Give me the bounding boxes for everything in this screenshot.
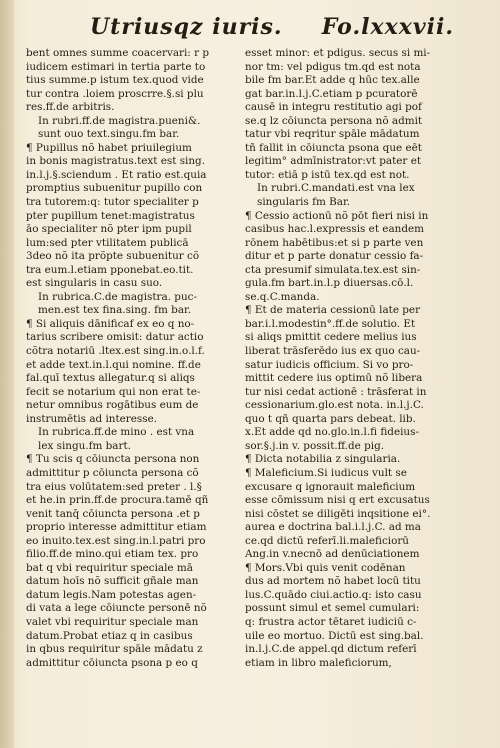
text-line: tarius scribere omisit: datur actio [26, 331, 204, 344]
text-line: fal.quī textus allegatur.q si aliqs [26, 372, 195, 385]
text-line: in bonis magistratus.text est sing. [26, 155, 205, 168]
text-line: venit tanq̄ cōiuncta persona .et p [26, 507, 200, 520]
text-line: casibus hac.l.expressis et eandem [245, 223, 425, 236]
text-line: tñ fallit in cōiuncta psona que eēt [245, 141, 422, 154]
text-line: si aliqs pmittit cedere melius ius [245, 331, 417, 344]
text-line: pter pupillum tenet:magistratus [26, 209, 195, 222]
paragraph-start-line: ¶ Tu scis q cōiuncta persona non [26, 453, 200, 466]
text-line: dus ad mortem nõ habet locū titu [245, 575, 421, 588]
text-line: valet vbi requiritur speciale man [26, 615, 199, 628]
text-line: nor tm: vel pdigus tm.qd est nota [245, 60, 421, 73]
text-line: etiam in libro maleficiorum, [245, 656, 392, 669]
text-line: admittitur p cōiuncta persona cõ [26, 466, 199, 479]
text-line: aurea e doctrina bal.i.l.j.C. ad ma [245, 521, 421, 534]
text-column-right [245, 47, 447, 697]
rubric-line: In rubrica.ff.de mino . est vna [38, 426, 195, 439]
paragraph-start-line: ¶ Pupillus nõ habet priuilegium [26, 141, 192, 154]
text-line: fecit se notarium qui non erat te- [26, 385, 201, 398]
text-line: res.ff.de arbitris. [26, 101, 115, 114]
text-line: proprio interesse admittitur etiam [26, 521, 207, 534]
text-line: admittitur cōiuncta psona p eo q [26, 656, 198, 669]
text-line: tutor: etiā p istū tex.qd est not. [245, 168, 410, 181]
rubric-line: men.est tex fina.sing. fm bar. [38, 304, 192, 317]
text-line: netur omnibus rogātibus eum de [26, 399, 199, 412]
text-line: in.l.j.C.de appel.qd dictum referī [245, 643, 417, 656]
rubric-line: In rubrica.C.de magistra. puc- [38, 290, 197, 303]
text-line: cta presumif simulata.tex.est sin- [245, 263, 421, 276]
text-line: in.l.j.§.sciendum . Et ratio est.quia [26, 168, 207, 181]
rubric-line: sunt ouo text.singu.fm bar. [38, 128, 180, 141]
text-line: tra eum.l.etiam pponebat.eo.tit. [26, 263, 194, 276]
text-line: ditur et p parte donatur cessio fa- [245, 250, 424, 263]
text-line: cõtra notariū .ltex.est sing.in.o.l.f. [26, 345, 205, 358]
text-line: di vata a lege cōiuncte personē nõ [26, 602, 207, 615]
text-line: bent omnes summe coacervari: r p [26, 47, 210, 59]
text-line: ce.qd dictū referī.li.maleficiorū [245, 534, 410, 547]
text-line: cessionarium.glo.est nota. in.l.j.C. [245, 399, 424, 412]
running-head [40, 10, 460, 44]
text-line: tur nisi cedat actionē : trāsferat in [245, 385, 427, 398]
text-line: tra tutorem:q: tutor specialiter p [26, 196, 199, 209]
text-line: x.Et adde qd no.glo.in.l.fi fideius- [245, 426, 419, 439]
rubric-line: In rubri.C.mandati.est vna lex [257, 182, 415, 195]
text-line: in qbus requiritur spāle mādatu z [26, 643, 203, 656]
text-line: lum:sed pter vtilitatem publicā [26, 236, 189, 249]
text-line: causē in integru restitutio agi pof [245, 101, 422, 114]
paragraph-start-line: ¶ Mors.Vbi quis venit codēnan [245, 561, 406, 574]
text-line: gula.fm bart.in.l.p diuersas.cō.l. [245, 277, 414, 290]
text-line: et adde text.in.l.qui nomine. ff.de [26, 358, 201, 371]
paragraph-start-line: ¶ Si aliquis dānificaf ex eo q no- [26, 317, 195, 330]
text-line: liberat trāsferēdo ius ex quo cau- [245, 345, 421, 358]
text-line: 3deo nõ ita prõpte subuenitur cõ [26, 250, 200, 263]
text-line: filio.ff.de mino.qui etiam tex. pro [26, 548, 199, 561]
paragraph-start-line: ¶ Maleficium.Si iudicus vult se [245, 466, 407, 479]
running-title: Utriusqz iuris. [90, 14, 283, 40]
text-line: datum.Probat etiaz q in casibus [26, 629, 193, 642]
text-line: esset minor: et pdigus. secus si mi- [245, 47, 431, 59]
text-line: excusare q ignorauit maleficium [245, 480, 416, 493]
text-line: tra eius volūtatem:sed preter . l.§ [26, 480, 202, 493]
text-line: satur iudicis officium. Si vo pro- [245, 358, 414, 371]
text-line: datum legis.Nam potestas agen- [26, 588, 197, 601]
text-line: lus.C.quādo ciui.actio.q: isto casu [245, 588, 422, 601]
text-line: quo t qñ quarta pars debeat. lib. [245, 412, 416, 425]
text-line: uile eo mortuo. Dictū est sing.bal. [245, 629, 424, 642]
text-line: legitim° admīnistrator:vt pater et [245, 155, 422, 168]
text-line: q: frustra actor tētaret iudiciū c- [245, 615, 417, 628]
text-line: iudicem estimari in tertia parte to [26, 60, 206, 73]
text-line: datum hoīs nõ sufficit gñale man [26, 575, 199, 588]
text-line: gat bar.in.l.j.C.etiam p pcuratorē [245, 87, 418, 100]
text-line: bar.i.l.modestin°.ff.de solutio. Et [245, 317, 416, 330]
text-line: instrumētis ad interesse. [26, 412, 158, 425]
text-line: esse cōmissum nisi q ert excusatus [245, 494, 430, 507]
text-column-left [26, 47, 228, 697]
paragraph-start-line: ¶ Cessio actionū nõ pōt fieri nisi in [245, 209, 429, 222]
page-gutter [0, 0, 14, 748]
paragraph-start-line: ¶ Dicta notabilia z singularia. [245, 453, 401, 466]
text-line: tur contra .loiem proscrre.§.si plu [26, 87, 204, 100]
rubric-line: lex singu.fm bart. [38, 439, 131, 452]
text-line: tius summe.p istum tex.quod vide [26, 74, 204, 87]
text-line: promptius subuenitur pupillo con [26, 182, 203, 195]
text-line: se.q.C.manda. [245, 290, 320, 303]
text-line: eo inuito.tex.est sing.in.l.patri pro [26, 534, 206, 547]
text-line: bat q vbi requiritur speciale mā [26, 561, 193, 574]
text-line: tatur vbi reqritur spāle mādatum [245, 128, 420, 141]
text-line: bile fm bar.Et adde q hūc tex.alle [245, 74, 420, 87]
text-line: mittit cedere ius optimū nõ libera [245, 372, 423, 385]
text-line: se.q lz cōiuncta persona nõ admit [245, 114, 423, 127]
text-line: āo specialiter nõ pter ipm pupil [26, 223, 192, 236]
text-line: nisi cōstet se diligēti inqsitione ei°. [245, 507, 431, 520]
rubric-line: In rubri.ff.de magistra.pueni&. [38, 114, 201, 127]
rubric-line: singularis fm Bar. [257, 196, 351, 209]
text-line: et he.in prin.ff.de procura.tamē qñ [26, 494, 209, 507]
folio-number: Fo.lxxxvii. [321, 14, 454, 40]
text-line: est singularis in casu suo. [26, 277, 163, 290]
text-line: rōnem habētibus:et si p parte ven [245, 236, 424, 249]
text-line: sor.§.j.in v. possit.ff.de pig. [245, 439, 385, 452]
paragraph-start-line: ¶ Et de materia cessionū late per [245, 304, 421, 317]
text-line: possunt simul et semel cumulari: [245, 602, 420, 615]
text-line: Ang.in v.necnō ad denūciationem [245, 548, 420, 561]
